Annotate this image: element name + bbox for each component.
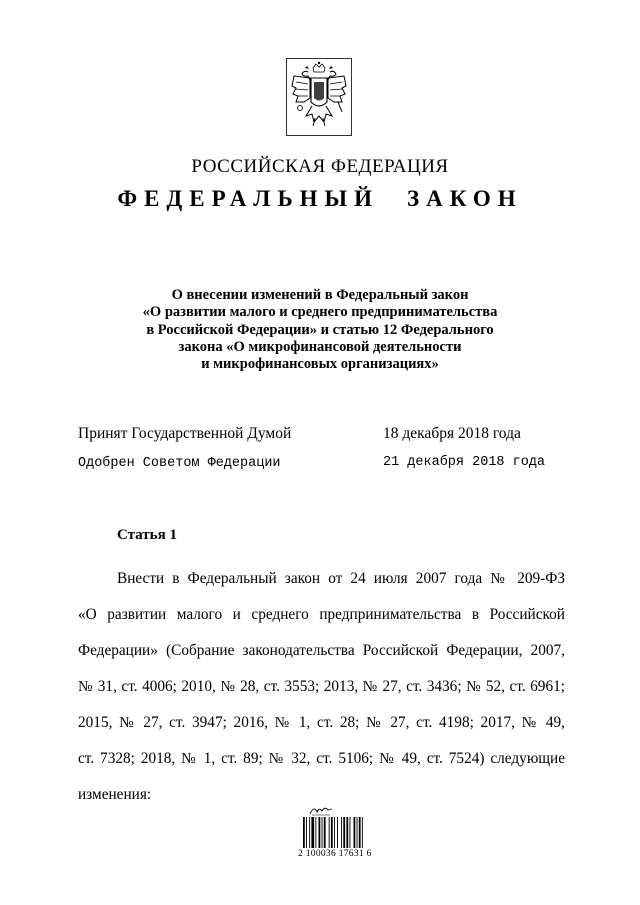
article-line: № 31, ст. 4006; 2010, № 28, ст. 3553; 2013, № 27, ст. 3436; № 52, ст. 6961; bbox=[78, 678, 565, 695]
barcode-bar bbox=[362, 817, 363, 848]
barcode-bar bbox=[331, 817, 333, 848]
article-heading: Статья 1 bbox=[117, 527, 177, 543]
article-body bbox=[78, 561, 565, 813]
law-title-line: и микрофинансовых организациях» bbox=[201, 356, 439, 373]
signature-mark bbox=[308, 803, 334, 817]
duma-adoption-label: Принят Государственной Думой bbox=[78, 425, 292, 442]
document-type bbox=[0, 186, 640, 212]
barcode-bar bbox=[334, 817, 335, 848]
barcode-bar bbox=[341, 817, 342, 848]
barcode-number: 2 100036 17631 6 bbox=[298, 849, 372, 859]
law-title-line: в Российской Федерации» и статью 12 Федерального bbox=[146, 321, 494, 338]
barcode-bar bbox=[346, 817, 348, 848]
barcode-bar bbox=[306, 817, 307, 848]
barcode-bar bbox=[309, 817, 310, 848]
law-title-line: закона «О микрофинансовой деятельности bbox=[178, 338, 462, 355]
barcode-bar bbox=[357, 817, 358, 848]
council-approval-label: Одобрен Советом Федерации bbox=[78, 456, 281, 471]
coat-of-arms-icon bbox=[286, 58, 352, 136]
barcode-bar bbox=[324, 817, 326, 848]
barcode-bar bbox=[315, 817, 316, 848]
duma-adoption-date: 18 декабря 2018 года bbox=[383, 425, 521, 442]
document-type-word-1: ФЕДЕРАЛЬНЫЙ bbox=[117, 186, 380, 211]
law-title bbox=[80, 287, 560, 373]
barcode-bar bbox=[337, 817, 338, 848]
barcode-bar bbox=[329, 817, 330, 848]
article-line: «О развитии малого и среднего предпринимательства в Российской bbox=[78, 606, 565, 623]
barcode-bar bbox=[303, 817, 305, 848]
document-type-word-2: ЗАКОН bbox=[407, 186, 523, 211]
article-line: Внести в Федеральный закон от 24 июля 2007 года № 209-ФЗ bbox=[117, 570, 565, 587]
barcode-bar bbox=[319, 817, 321, 848]
article-line: изменения: bbox=[78, 786, 152, 803]
barcode-icon bbox=[302, 817, 380, 848]
barcode-bar bbox=[350, 817, 351, 848]
law-title-line: О внесении изменений в Федеральный закон bbox=[171, 287, 469, 303]
law-title-line: «О развитии малого и среднего предпринимательства bbox=[142, 304, 498, 321]
country-name: РОССИЙСКАЯ ФЕДЕРАЦИЯ bbox=[191, 156, 449, 177]
barcode-bar bbox=[311, 817, 314, 848]
barcode-bar bbox=[359, 817, 361, 848]
barcode-bar bbox=[322, 817, 323, 848]
article-line: 2015, № 27, ст. 3947; 2016, № 1, ст. 28; № 27, ст. 4198; 2017, № 49, bbox=[78, 714, 565, 731]
council-approval-date: 21 декабря 2018 года bbox=[383, 455, 546, 470]
barcode-bar bbox=[343, 817, 345, 848]
barcode-bar bbox=[354, 817, 356, 848]
article-line: Федерации» (Собрание законодательства Российской Федерации, 2007, bbox=[78, 642, 565, 659]
article-line: ст. 7328; 2018, № 1, ст. 89; № 32, ст. 5106; № 49, ст. 7524) следующие bbox=[78, 750, 565, 767]
